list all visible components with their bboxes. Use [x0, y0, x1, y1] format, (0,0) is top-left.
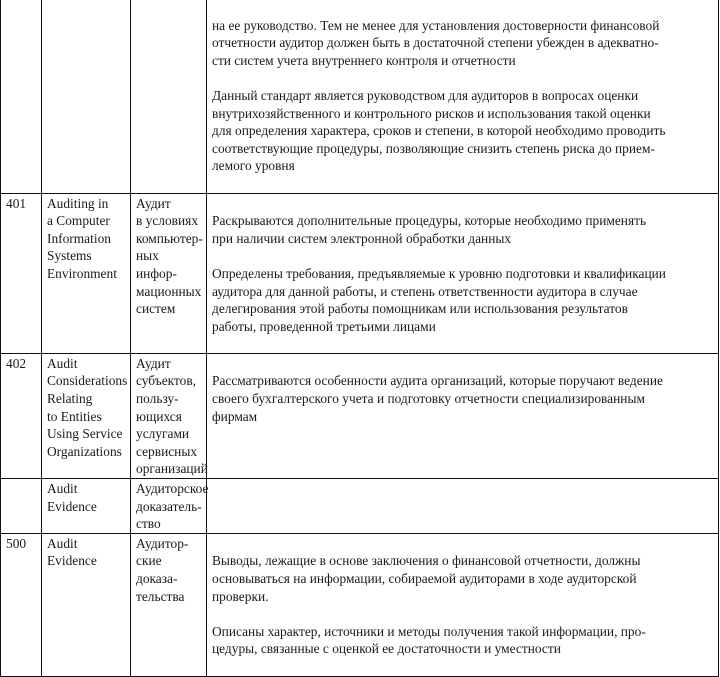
- standard-name-en-cell: [42, 0, 131, 193]
- standard-name-en-cell: Audit Evidence: [42, 479, 131, 534]
- table-row: [1, 479, 719, 534]
- standard-name-ru-cell: [131, 0, 207, 193]
- description-paragraph: Данный стандарт является руководством для аудиторов в вопросах оценки внутрихозяйственного и контрольного рисков и использования такой оценки для определения характера, сроков и степени, в которой необходимо проводить соответствующие процедуры, позволяющие снизить степень риска до прием- лемого уровня: [212, 87, 666, 174]
- description-paragraph: на ее руководство. Тем не менее для установления достоверности финансовой отчетности аудитор должен быть в достаточной степени убежден в адекватно- сти систем учета внутреннего контроля и отчетности: [212, 17, 660, 68]
- standard-name-ru-cell: Аудиторское доказатель- ство: [131, 479, 207, 534]
- description-paragraph: Описаны характер, источники и методы получения такой информации, про- цедуры, связанные с оценкой ее достаточности и уместности: [212, 623, 646, 657]
- table-row: [1, 533, 719, 676]
- standard-name-ru-cell: Аудит субъектов, пользу- ющихся услугами сервисных организаций: [131, 353, 207, 478]
- standard-name-en-cell: Audit Evidence: [42, 533, 131, 676]
- standard-description-cell: [207, 479, 719, 534]
- standard-code-cell: 500: [1, 533, 42, 676]
- description-paragraph: Рассматриваются особенности аудита организаций, которые поручают ведение своего бухгалтерского учета и подготовку отчетности специализированным фирмам: [212, 373, 663, 424]
- standard-description-cell: [207, 0, 719, 193]
- description-paragraph: Раскрываются дополнительные процедуры, которые необходимо применять при наличии систем электронной обработки данных: [212, 213, 647, 246]
- standard-name-ru-cell: Аудит в условиях компьютер- ных инфор- мационных систем: [131, 193, 207, 353]
- standard-code-cell: [1, 479, 42, 534]
- standard-code-cell: 401: [1, 193, 42, 353]
- description-paragraph: Выводы, лежащие в основе заключения о финансовой отчетности, должны основываться на информации, собираемой аудиторами в ходе аудиторской проверки.: [212, 553, 641, 604]
- description-paragraph: Определены требования, предъявляемые к уровню подготовки и квалификации аудитора для данной работы, и степень ответственности аудитора в случае делегирования этой работы помощникам или использования результатов работы, проведенной третьими лицами: [212, 265, 666, 334]
- standard-code-cell: [1, 0, 42, 193]
- standard-code-cell: 402: [1, 353, 42, 478]
- standard-description-cell: [207, 193, 719, 353]
- standard-name-en-cell: Auditing in a Computer Information Systems Environment: [42, 193, 131, 353]
- table-row: [1, 193, 719, 353]
- standard-name-en-cell: Audit Considerations Relating to Entities Using Service Organizations: [42, 353, 131, 478]
- standard-name-ru-cell: Аудитор- ские доказа- тельства: [131, 533, 207, 676]
- table-row: [1, 0, 719, 193]
- standard-description-cell: [207, 353, 719, 478]
- standard-description-cell: [207, 533, 719, 676]
- table-row: [1, 353, 719, 478]
